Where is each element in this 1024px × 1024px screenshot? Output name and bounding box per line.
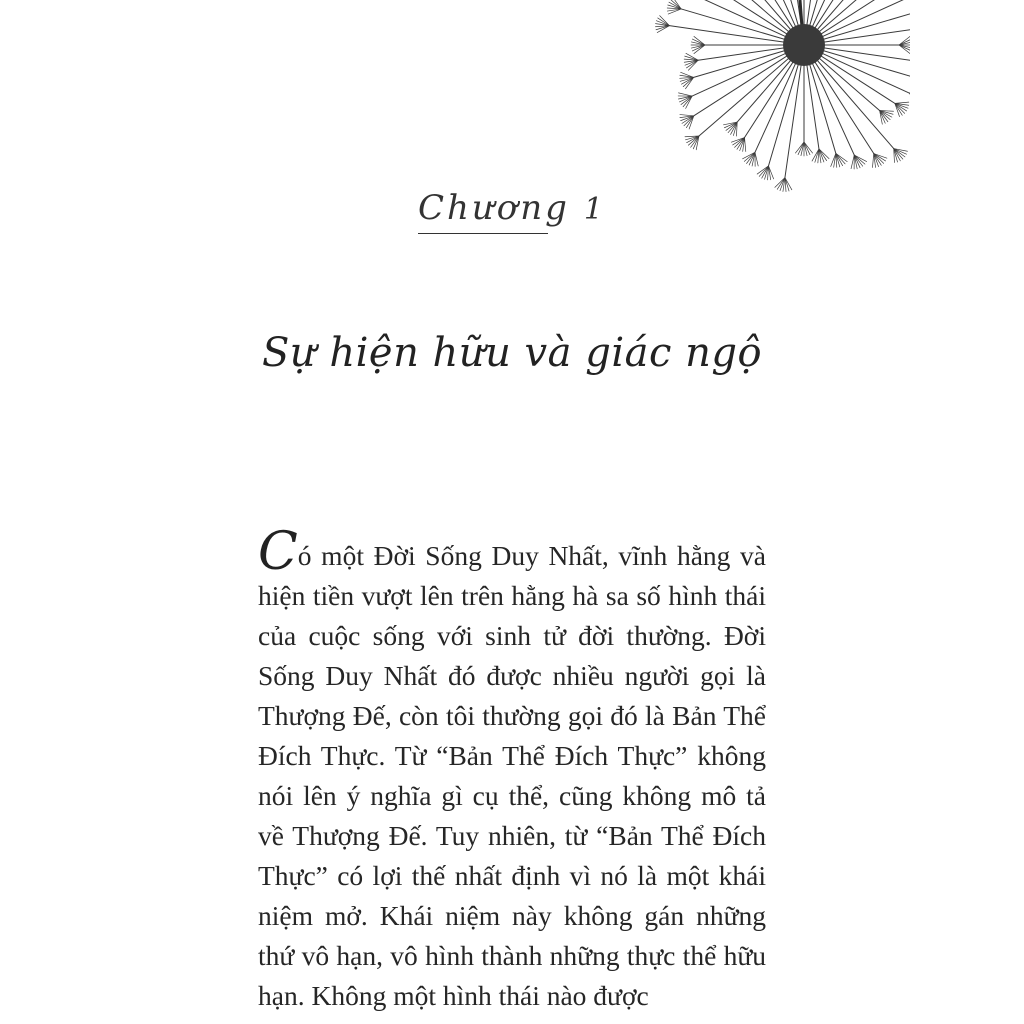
dandelion-illustration-icon [640, 0, 910, 215]
body-paragraph [258, 522, 766, 1016]
chapter-label-word: Chương [417, 188, 570, 228]
paragraph-text: ó một Đời Sống Duy Nhất, vĩnh hằng và hiện tiền vượt lên trên hằng hà sa số hình thái của cuộc sống với sinh tử đời thường. Đời Sống Duy Nhất đó được nhiều người gọi là Thượng Đế, còn tôi thường gọi đó là Bản Thể Đích Thực. Từ “Bản Thể Đích Thực” không nói lên ý nghĩa gì cụ thể, cũng không mô tả về Thượng Đế. Tuy nhiên, từ “Bản Thể Đích Thực” có lợi thế nhất định vì nó là một khái niệm mở. Khái niệm này không gán những thứ vô hạn, vô hình thành những thực thể hữu hạn. Không một hình thái nào được [258, 540, 766, 1011]
chapter-title: Sự hiện hữu và giác ngộ [261, 330, 763, 376]
drop-cap: C [258, 522, 298, 582]
chapter-label-underline [418, 233, 548, 234]
chapter-number: 1 [583, 192, 607, 227]
chapter-label [0, 188, 1024, 228]
